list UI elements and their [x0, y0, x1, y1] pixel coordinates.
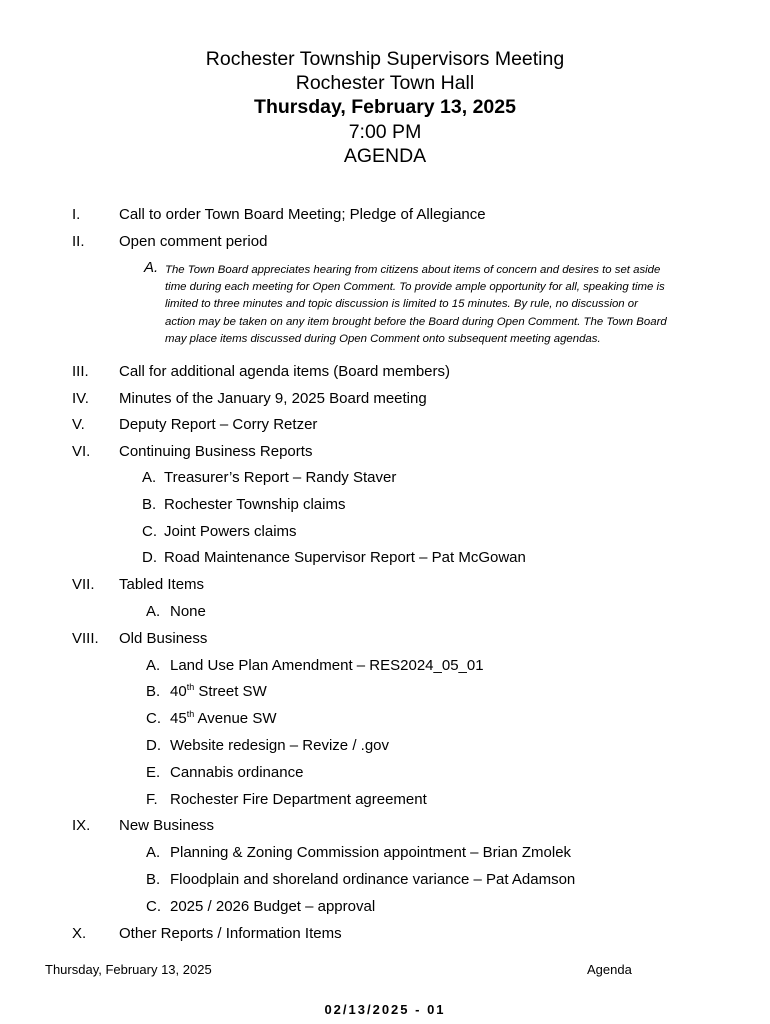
note-line: limited to three minutes and topic discussion is limited to 15 minutes. By rule, no discussion or — [165, 298, 638, 311]
meeting-time: 7:00 PM — [348, 120, 422, 143]
item-text: New Business — [119, 817, 215, 834]
street-number: 40 — [170, 683, 187, 700]
item-text: Tabled Items — [119, 576, 205, 593]
subitem-letter: D. — [146, 737, 161, 754]
item-text: Other Reports / Information Items — [119, 925, 342, 942]
note-letter: A. — [144, 259, 159, 276]
subitem-letter: F. — [146, 791, 158, 808]
subitem-text — [170, 683, 267, 701]
subitem-letter: B. — [146, 683, 161, 700]
item-number: VII. — [72, 576, 95, 593]
item-text: Call to order Town Board Meeting; Pledge of Allegiance — [119, 206, 486, 223]
subitem-text: Cannabis ordinance — [170, 764, 304, 781]
subitem-letter: A. — [146, 603, 161, 620]
meeting-date: Thursday, February 13, 2025 — [254, 96, 516, 119]
subitem-letter: A. — [142, 469, 157, 486]
note-line: The Town Board appreciates hearing from citizens about items of concern and desires to set aside — [165, 264, 661, 276]
item-text: Old Business — [119, 630, 208, 647]
subitem-letter: D. — [142, 549, 157, 566]
note-line: time during each meeting for Open Comment. To provide ample opportunity for all, speaking time is — [165, 281, 665, 294]
item-text: Minutes of the January 9, 2025 Board meeting — [119, 390, 427, 407]
subitem-letter: E. — [146, 764, 161, 781]
subitem-text: Land Use Plan Amendment – RES2024_05_01 — [170, 657, 484, 674]
subitem-letter: A. — [146, 844, 161, 861]
item-number: X. — [72, 925, 87, 942]
item-number: V. — [72, 416, 85, 433]
note-line: action may be taken on any item brought before the Board during Open Comment. The Town Board — [165, 315, 667, 328]
item-number: I. — [72, 206, 81, 223]
meeting-location: Rochester Town Hall — [295, 72, 475, 95]
subitem-text: Planning & Zoning Commission appointment – Brian Zmolek — [170, 844, 572, 861]
agenda-title: AGENDA — [343, 144, 427, 167]
item-number: VIII. — [72, 630, 99, 647]
item-text: Deputy Report – Corry Retzer — [119, 416, 318, 433]
subitem-letter: C. — [142, 523, 157, 540]
subitem-text — [170, 710, 276, 728]
document-header — [0, 47, 770, 168]
subitem-letter: A. — [146, 657, 161, 674]
ordinal-suffix: th — [186, 682, 195, 692]
subitem-text: Road Maintenance Supervisor Report – Pat McGowan — [164, 549, 526, 566]
subitem-text: Website redesign – Revize / .gov — [170, 737, 390, 754]
meeting-title: Rochester Township Supervisors Meeting — [205, 48, 565, 70]
ordinal-suffix: th — [186, 709, 195, 719]
subitem-text: Rochester Fire Department agreement — [170, 791, 427, 808]
subitem-text: Treasurer’s Report – Randy Staver — [164, 469, 397, 486]
document-id-label: 02/13/2025 - 01 — [324, 1002, 446, 1017]
item-text: Call for additional agenda items (Board members) — [119, 363, 450, 380]
subitem-text: None — [170, 603, 206, 620]
subitem-text: Rochester Township claims — [164, 496, 346, 513]
subitem-letter: B. — [142, 496, 157, 513]
item-number: III. — [72, 363, 89, 380]
item-text: Open comment period — [119, 233, 268, 250]
item-number: II. — [72, 233, 85, 250]
footer-label: Agenda — [587, 962, 632, 977]
street-name: Street SW — [194, 683, 267, 700]
item-text: Continuing Business Reports — [119, 443, 313, 460]
item-number: IX. — [72, 817, 91, 834]
subitem-text: Joint Powers claims — [164, 523, 297, 540]
street-name: Avenue SW — [194, 710, 277, 727]
subitem-letter: C. — [146, 710, 161, 727]
item-number: IV. — [72, 390, 89, 407]
subitem-text: Floodplain and shoreland ordinance variance – Pat Adamson — [170, 871, 576, 888]
item-number: VI. — [72, 443, 91, 460]
footer-date: Thursday, February 13, 2025 — [45, 962, 212, 977]
subitem-text: 2025 / 2026 Budget – approval — [170, 898, 376, 915]
subitem-letter: C. — [146, 898, 161, 915]
subitem-letter: B. — [146, 871, 161, 888]
note-line: may place items discussed during Open Comment onto subsequent meeting agendas. — [165, 332, 601, 345]
note-paragraph — [165, 262, 735, 348]
street-number: 45 — [170, 710, 187, 727]
